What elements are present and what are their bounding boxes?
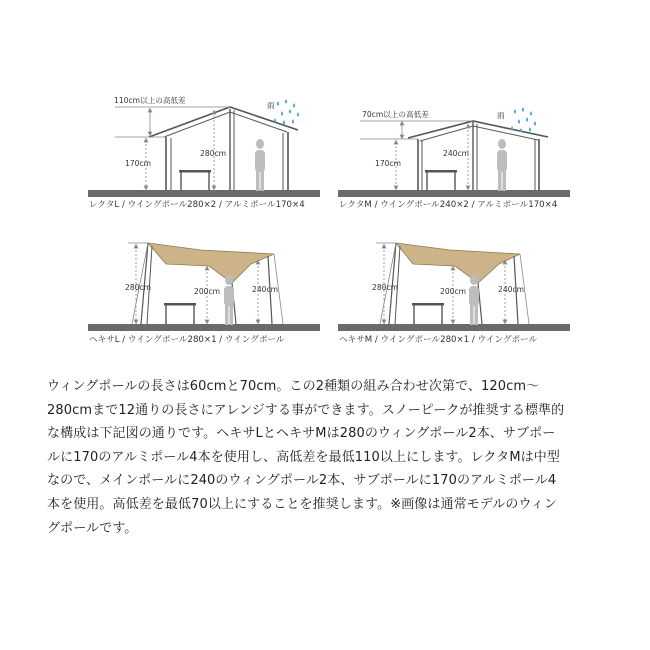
left-height-label: 280cm [125, 283, 152, 292]
left-height-label: 280cm [372, 283, 399, 292]
tent-roof-inner [420, 126, 538, 141]
description-line: ウィングポールの長さは60cmと70cm。この2種類の組み合わせ次第で、120cm〜 [47, 379, 540, 394]
description-line: なので、メインポールに240のウィングポール2本、サブポールに170のアルミポール4 [47, 473, 557, 489]
rain-drop [518, 119, 520, 124]
rain-drop [297, 112, 299, 117]
rain-drop [283, 120, 285, 125]
rain-drop [289, 109, 291, 114]
rain-drop [292, 119, 294, 124]
height-difference-label: 70cm以上の高低差 [362, 110, 429, 119]
description-line: 280cmまで12通りの長さにアレンジする事ができます。スノーピークが推奨する標準的 [47, 402, 565, 418]
person-figure [497, 139, 507, 191]
rain-drop [277, 101, 279, 106]
rain-drop [529, 127, 531, 132]
rain-drop [293, 103, 295, 108]
rain-drop [285, 99, 287, 104]
rain-drop [511, 126, 513, 131]
ground-bar [88, 190, 320, 197]
ground-bar [338, 324, 570, 331]
tent-roof-outer [408, 121, 548, 138]
side-height-label: 170cm [125, 159, 152, 168]
center-height-label: 280cm [200, 149, 227, 158]
table-top [425, 170, 457, 173]
rain-drops [274, 99, 299, 125]
ground-bar [338, 190, 570, 197]
panel-rectal [88, 95, 320, 210]
rain-drop [514, 109, 516, 114]
description-line: な構成は下記図の通りです。ヘキサLとヘキサMは280のウィングポール2本、サブポー [47, 426, 556, 442]
right-height-label: 240cm [498, 285, 525, 294]
side-height-label: 170cm [375, 159, 402, 168]
mid-height-label: 200cm [194, 287, 221, 296]
table-top [412, 303, 444, 306]
rain-drop [281, 111, 283, 116]
panel-caption: レクタM / ウイングポール240×2 / アルミポール170×4 [339, 200, 558, 210]
rain-drop [522, 107, 524, 112]
table-top [179, 170, 211, 173]
rain-label: 雨 [497, 111, 505, 120]
height-difference-label: 110cm以上の高低差 [114, 96, 186, 105]
rain-label: 雨 [267, 101, 275, 110]
ground-bar [88, 324, 320, 331]
rain-drops [511, 107, 536, 133]
table-top [164, 303, 196, 306]
description-line: 本を使用。高低差を最低70以上にすることを推奨します。※画像は通常モデルのウィン [47, 496, 557, 512]
panel-caption: ヘキサM / ウイングポール280×1 / ウイングポール [339, 335, 538, 345]
rain-drop [274, 118, 276, 123]
rain-drop [530, 111, 532, 116]
rain-drop [526, 117, 528, 122]
mid-height-label: 200cm [440, 287, 467, 296]
tarp-sheet [396, 243, 520, 283]
panel-caption: レクタL / ウイングポール280×2 / アルミポール170×4 [89, 200, 305, 210]
right-height-label: 240cm [252, 285, 279, 294]
panel-rectam [338, 107, 570, 210]
rain-drop [520, 128, 522, 133]
person-figure [255, 139, 265, 191]
panel-hexal [88, 243, 320, 345]
panel-caption: ヘキサL / ウイングポール280×1 / ウイングポール [89, 335, 285, 345]
rain-drop [534, 121, 536, 126]
center-height-label: 240cm [443, 149, 470, 158]
description-line: ルに170のアルミポール4本を使用し、高低差を最低110以上にします。レクタMは中型 [47, 449, 560, 465]
description-line: グポールです。 [47, 520, 138, 536]
panel-hexam [338, 243, 570, 345]
description-text [47, 375, 612, 540]
tarp-sheet [148, 243, 274, 283]
